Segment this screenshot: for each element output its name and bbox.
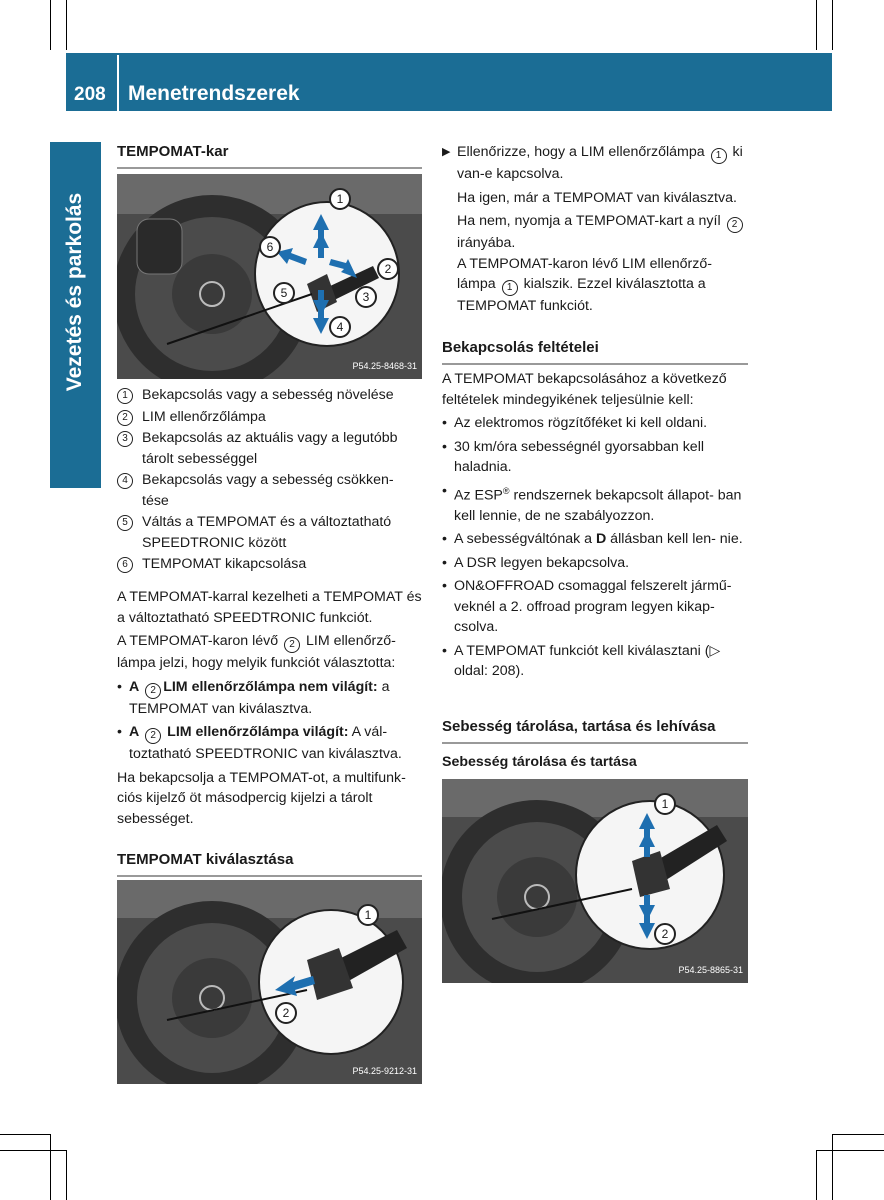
section-title-tempomat-kivalasztasa: TEMPOMAT kiválasztása [117,850,422,877]
crop-mark [50,1134,51,1200]
legend-item: 5 Váltás a TEMPOMAT és a változtatható SPEEDTRONIC között [117,512,422,553]
callout-3: 3 [355,286,377,308]
left-column [117,142,422,1102]
crop-mark [832,1134,884,1135]
legend-item: 1 Bekapcsolás vagy a sebesség növelése [117,385,422,406]
callout-4: 4 [329,316,351,338]
step-arrow-icon: ▶ [442,146,451,158]
header-separator [117,55,119,111]
section-title-sebesseg-tarolasa: Sebesség tárolása, tartása és lehívása [442,717,748,744]
legend-item: 6 TEMPOMAT kikapcsolása [117,554,422,575]
side-tab-label: Vezetés és parkolás [63,192,87,392]
paragraph: A TEMPOMAT-karral kezelheti a TEMPOMAT és a változtatható SPEEDTRONIC funkciót. A TEMPOMAT-karon lévő 2 LIM ellenőrző- lámpa jelzi, hogy melyik funkciót választotta: • A 2 LIM ellenőrzőlámpa nem világít: a TEMPOMAT van kiválasztva. • A 2 LIM ellenőrzőlámpa világít: A vál- toztatható SPEEDTRONIC van kiválasztva. Ha bekapcsolja a TEMPOMAT-ot, a multifunk- ciós kijelző öt másodpercig kijelzi a tárolt sebességet. [117,589,422,827]
legend-item: 4 Bekapcsolás vagy a sebesség csökken- tése [117,470,422,511]
callout-5: 5 [273,282,295,304]
conditions: A TEMPOMAT bekapcsolásához a következő feltételek mindegyikének teljesülnie kell: • Az elektromos rögzítőféket ki kell oldani. • 30 km/óra sebességnél gyorsabban kell haladnia. • Az ESP® rendszernek bekapcsolt állapot- ban kell lennie, de ne szabályozzon. • A sebességváltónak a D állásban kell len- nie. • A DSR legyen bekapcsolva. • ON&OFFROAD csomaggal felszerelt jármű- veknél a 2. offroad program legyen kikap- csolva. • A TEMPOMAT funkciót kell kiválasztani (▷ oldal: 208). [442,371,743,680]
figure-speed-store [442,779,748,983]
callout-2: 2 [275,1002,297,1024]
callout-2: 2 [654,923,676,945]
legend-list [117,385,422,576]
figure-tempomat-select [117,880,422,1084]
section-title-bekapcsolas-feltetelei: Bekapcsolás feltételei [442,338,748,365]
crop-mark [0,1134,50,1135]
callout-6: 6 [259,236,281,258]
steering-wheel-illustration [442,779,748,983]
section-title-tempomat-kar: TEMPOMAT-kar [117,142,422,169]
callout-1: 1 [654,793,676,815]
callout-1: 1 [357,904,379,926]
crop-mark [50,0,51,50]
page-number: 208 [74,84,106,105]
legend-item: 2 LIM ellenőrzőlámpa [117,407,422,428]
right-column [442,142,748,992]
figure-code: P54.25-8865-31 [678,964,743,975]
crop-mark [816,1150,884,1151]
callout-2: 2 [377,258,399,280]
figure-code: P54.25-9212-31 [352,1065,417,1076]
crop-mark [816,0,817,50]
figure-code: P54.25-8468-31 [352,360,417,371]
chapter-title: Menetrendszerek [128,82,300,105]
crop-mark [66,1150,67,1200]
instruction-step: ▶ Ellenőrizze, hogy a LIM ellenőrzőlámpa 1 ki van-e kapcsolva. Ha igen, már a TEMPOMAT van kiválasztva. Ha nem, nyomja a TEMPOMAT-kart a nyíl 2 irányába. A TEMPOMAT-karon lévő LIM ellenőrző- lámpa 1 kialszik. Ezzel kiválasztotta a TEMPOMAT funkciót. [442,142,748,317]
crop-mark [816,1150,817,1200]
figure-tempomat-lever [117,174,422,379]
crop-mark [66,0,67,50]
crop-mark [832,1134,833,1200]
legend-item: 3 Bekapcsolás az aktuális vagy a legutóbb tárolt sebességgel [117,428,422,469]
crop-mark [0,1150,66,1151]
subsection-title-sebesseg-tarolasa-tartasa: Sebesség tárolása és tartása [442,754,637,770]
callout-1: 1 [329,188,351,210]
crop-mark [832,0,833,50]
